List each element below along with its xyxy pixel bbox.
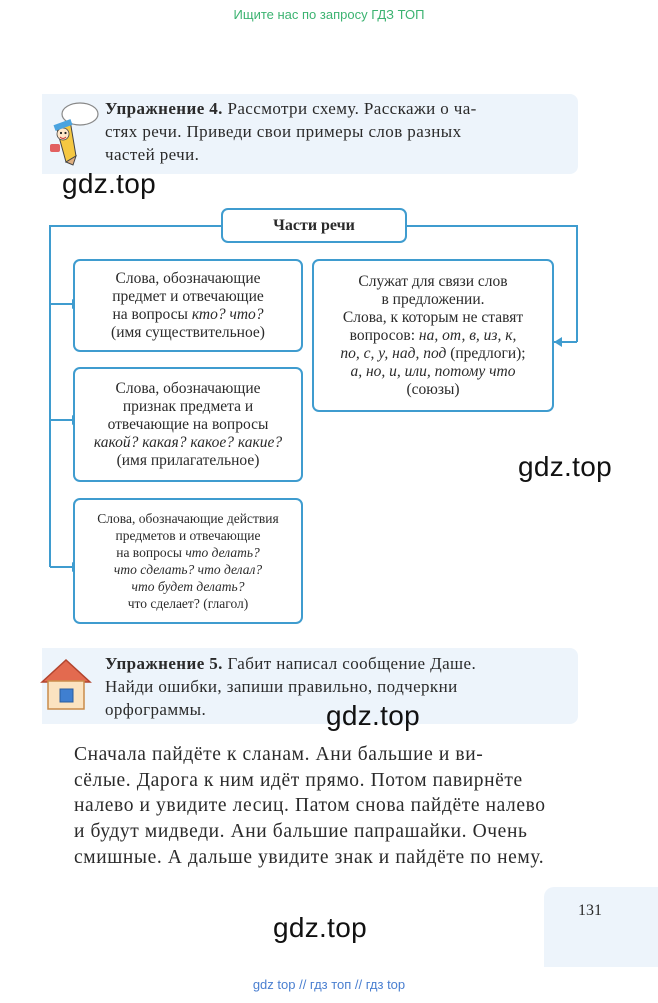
exercise-5-line-2: Найди ошибки, запиши правильно, подчеркни <box>105 677 458 696</box>
exercise-5-line-3: орфограммы. <box>105 700 207 719</box>
watermark: gdz.top <box>518 451 612 482</box>
passage-line: налево и увидите лесиц. Патом снова пайдёте налево <box>74 795 546 817</box>
page-number-tab <box>544 887 658 967</box>
watermark: gdz.top <box>326 700 420 731</box>
exercise-5-label: Упражнение 5. <box>105 654 223 673</box>
passage-line: Сначала пайдёте к сланам. Ани бальшие и ви- <box>74 744 484 765</box>
exercise-5-passage <box>74 742 579 871</box>
bottom-note: gdz top // гдз топ // гдз top <box>252 977 406 992</box>
verb-box: Слова, обозначающие действия предметов и отвечающие на вопросы что делать? что сделать? что делал? что будет делать? что сделает? (глагол) <box>73 498 303 624</box>
exercise-4-line-2: стях речи. Приведи свои примеры слов разных <box>105 122 462 141</box>
watermark: gdz.top <box>62 168 156 199</box>
passage-line: и будут мидведи. Ани бальшие папрашайки. Очень <box>74 821 528 843</box>
passage-line: сёлые. Дарога к ним идёт прямо. Потом павирнёте <box>74 769 523 791</box>
noun-box: Слова, обозначающие предмет и отвечающие на вопросы кто? что? (имя существительное) <box>73 259 303 352</box>
passage-line: смишные. А дальше увидите знак и пайдёте по нему. <box>74 846 545 868</box>
exercise-4-label: Упражнение 4. <box>105 99 223 118</box>
service-words-box: Служат для связи слов в предложении. Слова, к которым не ставят вопросов: на, от, в, из, к, по, с, у, над, под (предлоги); а, но, и, или, потому что (союзы) <box>312 259 554 412</box>
exercise-4-line-1: Упражнение 4. Рассмотри схему. Расскажи о ча- <box>105 99 477 118</box>
exercise-5-line-1: Упражнение 5. Габит написал сообщение Даше. <box>105 654 477 673</box>
top-note: Ищите нас по запросу ГДЗ ТОП <box>233 7 425 22</box>
exercise-4-line-3: частей речи. <box>105 145 200 164</box>
watermark: gdz.top <box>273 912 367 943</box>
house-icon <box>38 656 94 712</box>
diagram-title: Части речи <box>221 208 407 243</box>
adjective-box: Слова, обозначающие признак предмета и отвечающие на вопросы какой? какая? какое? какие? (имя прилагательное) <box>73 367 303 482</box>
page-number: 131 <box>578 902 602 919</box>
